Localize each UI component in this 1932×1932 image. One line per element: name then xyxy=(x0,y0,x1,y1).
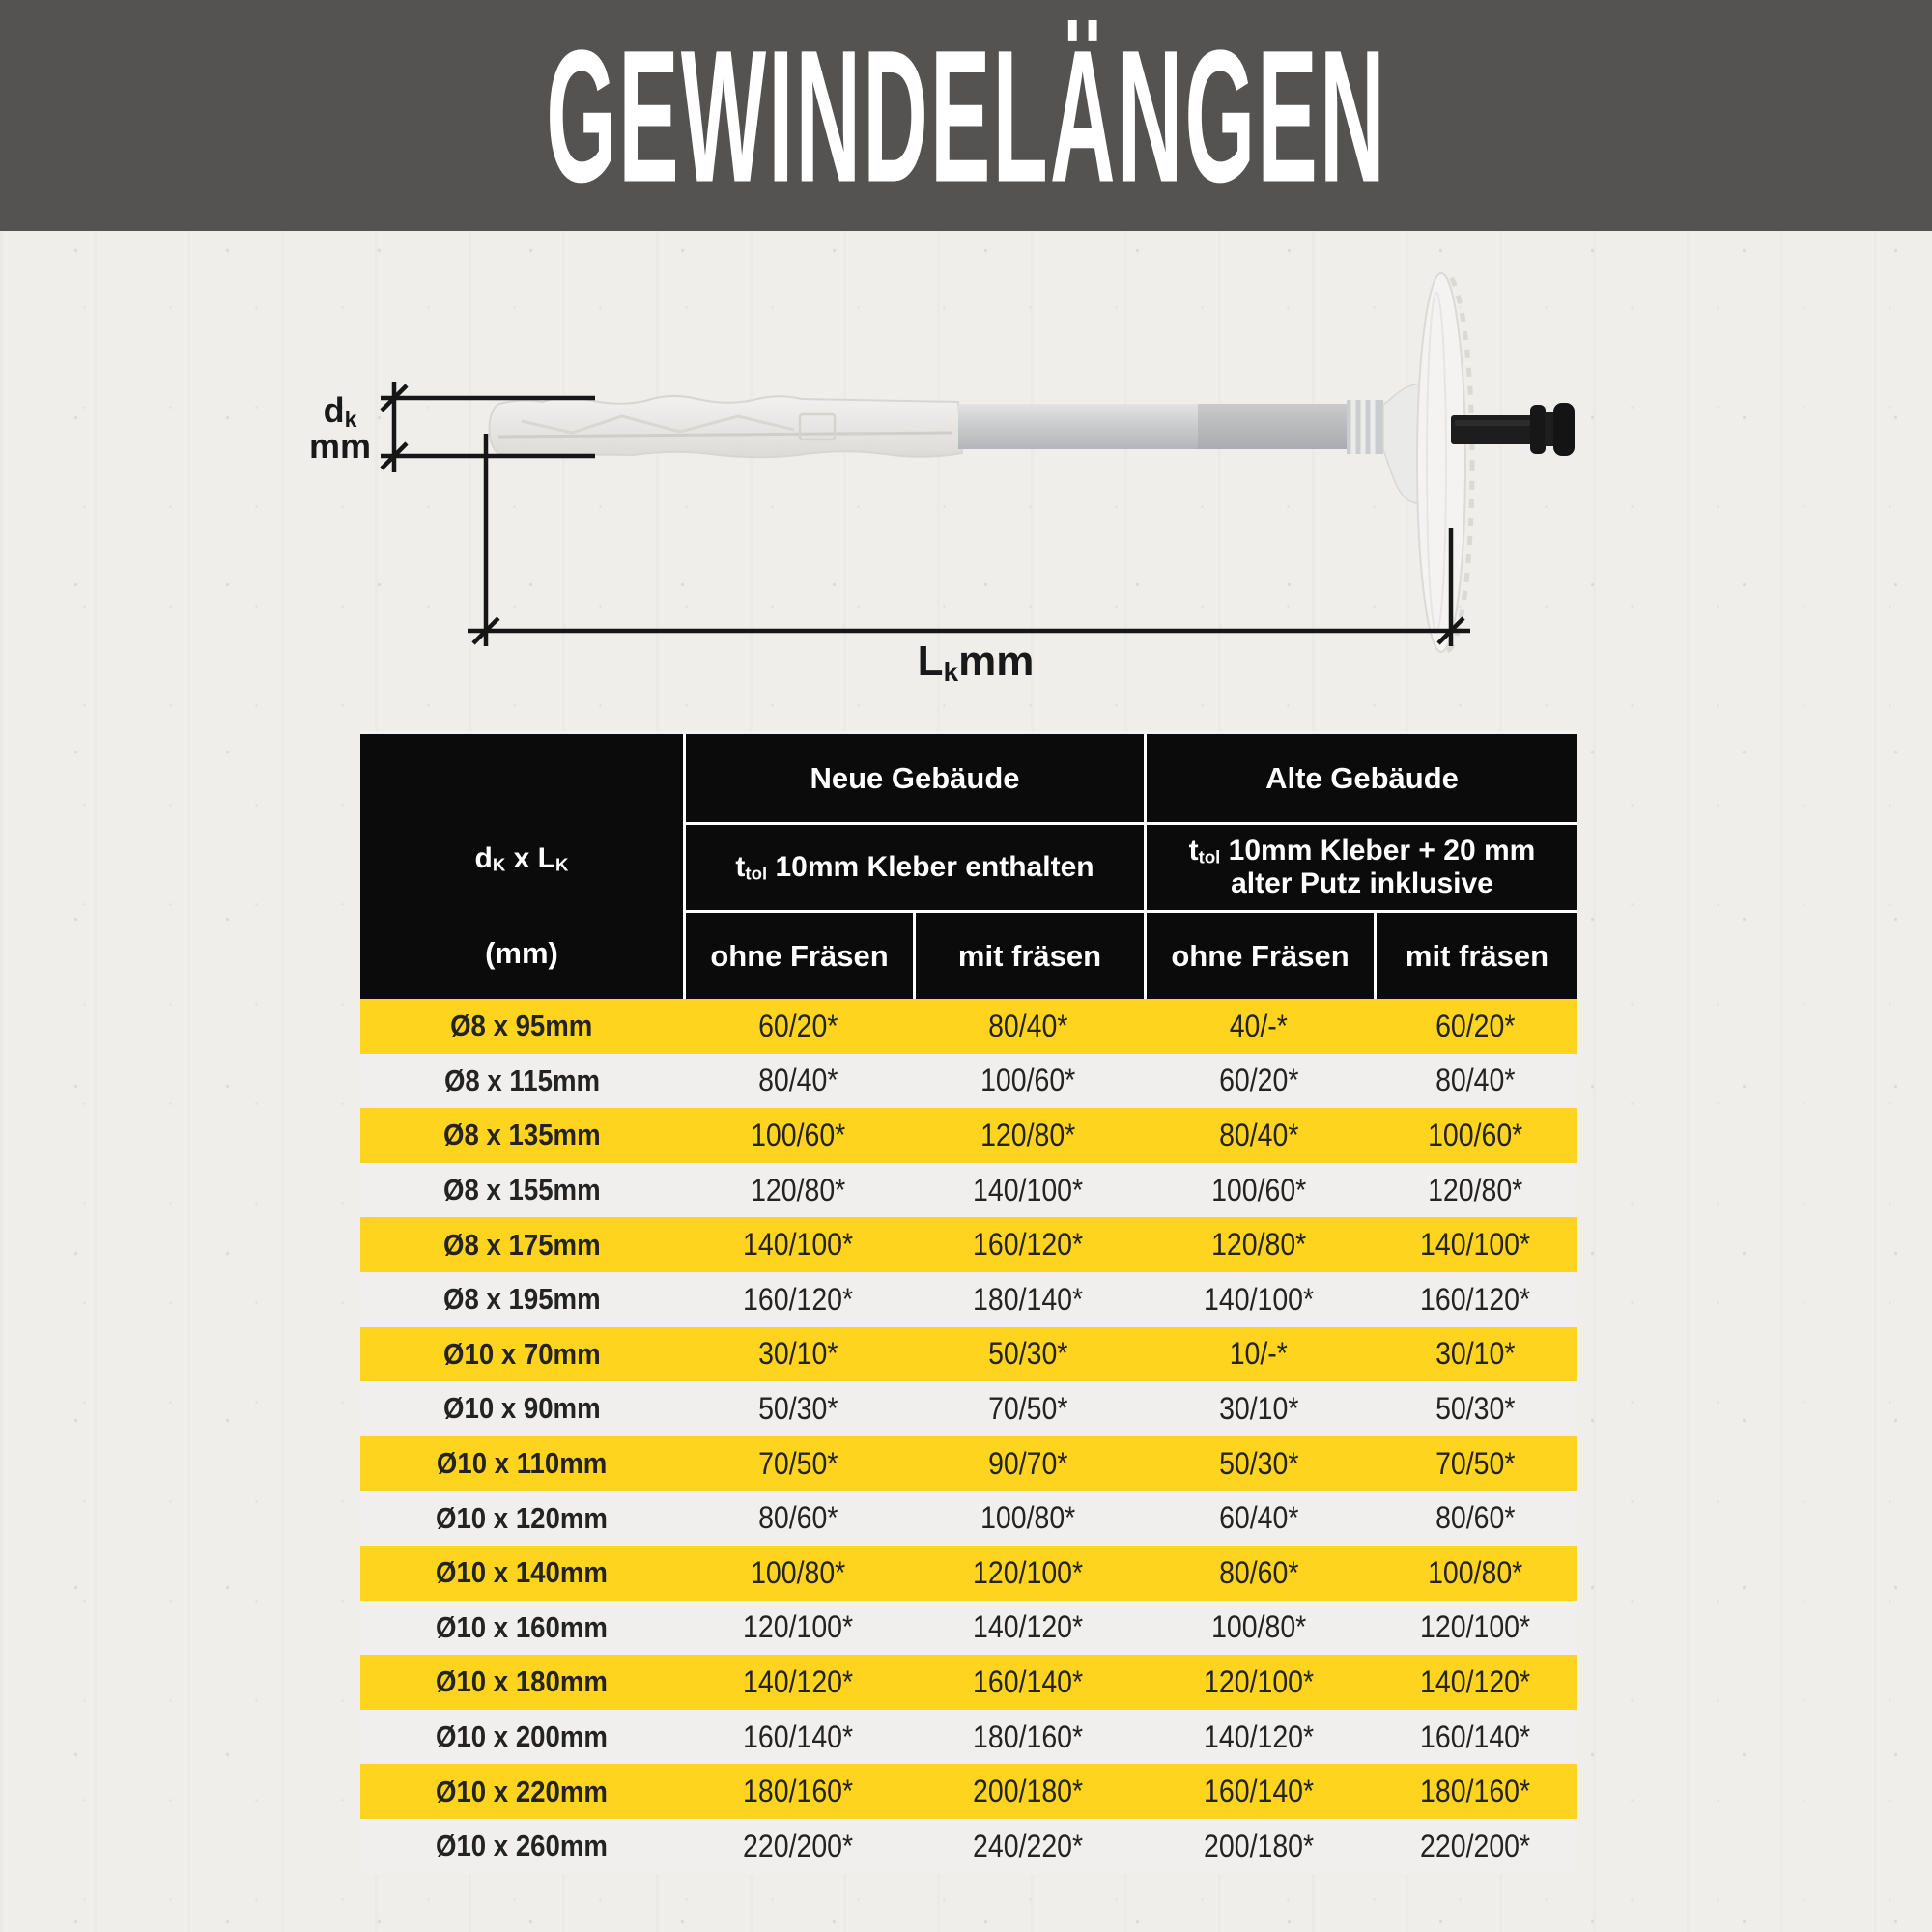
table-header xyxy=(360,731,1577,999)
row-value-mit-fraesen-new: 180/140* xyxy=(973,1281,1084,1317)
header-subcol-mit-fraesen-old: mit fräsen xyxy=(1374,910,1577,999)
row-value-ohne-fraesen-new: 120/80* xyxy=(750,1172,846,1208)
row-value-ohne-fraesen-old: 50/30* xyxy=(1218,1445,1299,1481)
header-condition-old: $t_{tol}$ 10mm Kleber + 20 mm alter Putz inklusive xyxy=(1144,822,1577,910)
row-size-cell: Ø10 x 120mm xyxy=(436,1500,608,1535)
table-row xyxy=(360,1655,1577,1710)
table-row xyxy=(360,1163,1577,1218)
dowel-pin-cap xyxy=(1553,403,1575,456)
header-subcol-ohne-fraesen-old: ohne Fräsen xyxy=(1144,910,1374,999)
row-value-mit-fraesen-new: 240/220* xyxy=(973,1828,1084,1863)
row-value-mit-fraesen-old: 160/120* xyxy=(1420,1281,1531,1317)
row-size-cell: Ø8 x 175mm xyxy=(442,1227,601,1262)
row-value-mit-fraesen-new: 180/160* xyxy=(973,1719,1084,1754)
row-size-cell: Ø10 x 160mm xyxy=(436,1609,608,1644)
row-value-mit-fraesen-old: 100/60* xyxy=(1428,1117,1523,1152)
header-subcol-mit-fraesen-new: mit fräsen xyxy=(913,910,1144,999)
row-value-mit-fraesen-new: 80/40* xyxy=(988,1008,1068,1043)
row-value-mit-fraesen-new: 100/80* xyxy=(980,1500,1076,1536)
row-value-mit-fraesen-new: 70/50* xyxy=(988,1390,1068,1426)
row-value-ohne-fraesen-old: 120/80* xyxy=(1210,1227,1307,1263)
page-title: GEWINDELÄNGEN xyxy=(545,10,1387,221)
row-size-cell: Ø8 x 195mm xyxy=(442,1282,601,1317)
row-value-ohne-fraesen-new: 180/160* xyxy=(742,1774,854,1809)
row-size-cell: Ø8 x 155mm xyxy=(442,1173,601,1208)
row-value-ohne-fraesen-old: 100/80* xyxy=(1210,1609,1307,1645)
row-value-ohne-fraesen-old: 60/40* xyxy=(1218,1500,1299,1536)
row-value-mit-fraesen-new: 120/80* xyxy=(980,1117,1076,1152)
row-size-cell: Ø10 x 140mm xyxy=(436,1555,608,1590)
row-value-mit-fraesen-old: 120/100* xyxy=(1420,1609,1531,1645)
row-value-ohne-fraesen-old: 100/60* xyxy=(1210,1172,1307,1208)
table-row xyxy=(360,1764,1577,1819)
header-size-cell xyxy=(360,734,683,999)
row-value-ohne-fraesen-new: 80/40* xyxy=(757,1063,838,1098)
row-value-mit-fraesen-old: 140/120* xyxy=(1420,1663,1531,1699)
header-subcol-ohne-fraesen-new: ohne Fräsen xyxy=(683,910,913,999)
row-value-ohne-fraesen-new: 60/20* xyxy=(757,1008,838,1043)
row-value-mit-fraesen-old: 80/60* xyxy=(1435,1500,1516,1536)
row-value-mit-fraesen-new: 200/180* xyxy=(973,1774,1084,1809)
header-size-unit: (mm) xyxy=(485,935,558,970)
row-value-ohne-fraesen-new: 80/60* xyxy=(757,1500,838,1536)
row-value-mit-fraesen-old: 70/50* xyxy=(1435,1445,1516,1481)
header-condition-new: $t_{tol}$ 10mm Kleber enthalten xyxy=(683,822,1144,910)
row-value-ohne-fraesen-old: 80/60* xyxy=(1218,1554,1299,1590)
table-row xyxy=(360,1327,1577,1382)
row-size-cell: Ø10 x 200mm xyxy=(436,1719,608,1754)
row-value-mit-fraesen-new: 160/140* xyxy=(973,1663,1084,1699)
dowel-tip xyxy=(490,396,963,457)
table-row xyxy=(360,1491,1577,1546)
row-value-ohne-fraesen-new: 140/120* xyxy=(742,1663,854,1699)
dk-unit: mm xyxy=(308,425,372,466)
table-row xyxy=(360,1054,1577,1109)
row-value-mit-fraesen-new: 140/120* xyxy=(973,1609,1084,1645)
row-value-mit-fraesen-old: 120/80* xyxy=(1428,1172,1523,1208)
row-value-mit-fraesen-old: 160/140* xyxy=(1420,1719,1531,1754)
table-row xyxy=(360,1381,1577,1436)
dowel-pin-highlight xyxy=(1455,420,1530,426)
row-value-ohne-fraesen-new: 160/140* xyxy=(742,1719,854,1754)
dowel-diagram xyxy=(0,231,1932,734)
row-value-ohne-fraesen-new: 160/120* xyxy=(742,1281,854,1317)
dk-dimension-label xyxy=(283,390,397,466)
dowel-pin-ring xyxy=(1530,405,1546,454)
row-size-cell: Ø10 x 110mm xyxy=(436,1446,608,1481)
row-size-cell: Ø8 x 115mm xyxy=(443,1063,600,1097)
row-value-mit-fraesen-new: 50/30* xyxy=(988,1336,1068,1372)
table-row xyxy=(360,1108,1577,1163)
row-value-mit-fraesen-old: 180/160* xyxy=(1420,1774,1531,1809)
lk-dimension-label: $L_kmm$ xyxy=(917,638,1035,688)
header-size-symbols: $d_K$ x $L_K$ xyxy=(474,842,569,875)
title-banner xyxy=(0,0,1932,231)
row-size-cell: Ø10 x 180mm xyxy=(436,1664,608,1699)
table-row xyxy=(360,1601,1577,1656)
row-value-ohne-fraesen-old: 120/100* xyxy=(1203,1663,1315,1699)
dowel-pin-rod xyxy=(1451,415,1536,444)
row-value-mit-fraesen-old: 80/40* xyxy=(1435,1063,1516,1098)
row-value-ohne-fraesen-new: 100/60* xyxy=(750,1117,846,1152)
row-size-cell: Ø10 x 260mm xyxy=(436,1829,608,1863)
row-value-ohne-fraesen-new: 220/200* xyxy=(742,1828,854,1863)
row-value-ohne-fraesen-old: 140/120* xyxy=(1203,1719,1315,1754)
row-size-cell: Ø10 x 70mm xyxy=(442,1336,601,1371)
row-value-mit-fraesen-old: 100/80* xyxy=(1428,1554,1523,1590)
header-group-old-buildings: Alte Gebäude xyxy=(1144,734,1577,822)
row-value-ohne-fraesen-old: 60/20* xyxy=(1218,1063,1299,1098)
row-value-ohne-fraesen-old: 160/140* xyxy=(1203,1774,1315,1809)
row-value-mit-fraesen-old: 60/20* xyxy=(1435,1008,1516,1043)
row-value-ohne-fraesen-new: 100/80* xyxy=(750,1554,846,1590)
row-value-mit-fraesen-old: 30/10* xyxy=(1435,1336,1516,1372)
lk-dimension-lines xyxy=(468,434,1470,646)
spec-table xyxy=(360,731,1577,1874)
row-value-ohne-fraesen-old: 30/10* xyxy=(1218,1390,1299,1426)
row-value-mit-fraesen-old: 50/30* xyxy=(1435,1390,1516,1426)
table-row xyxy=(360,1546,1577,1601)
row-value-mit-fraesen-new: 140/100* xyxy=(973,1172,1084,1208)
row-size-cell: Ø10 x 220mm xyxy=(436,1774,608,1808)
header-group-new-buildings: Neue Gebäude xyxy=(683,734,1144,822)
row-value-mit-fraesen-new: 90/70* xyxy=(988,1445,1068,1481)
row-value-ohne-fraesen-new: 30/10* xyxy=(757,1336,838,1372)
dk-symbol: $d_k$ xyxy=(323,390,357,433)
row-value-ohne-fraesen-old: 200/180* xyxy=(1203,1828,1315,1863)
row-value-ohne-fraesen-new: 70/50* xyxy=(757,1445,838,1481)
table-row xyxy=(360,1436,1577,1492)
row-value-ohne-fraesen-old: 40/-* xyxy=(1229,1008,1289,1043)
row-size-cell: Ø8 x 135mm xyxy=(442,1118,601,1152)
row-value-ohne-fraesen-new: 140/100* xyxy=(742,1227,854,1263)
row-value-mit-fraesen-old: 140/100* xyxy=(1420,1227,1531,1263)
table-row xyxy=(360,999,1577,1054)
table-row xyxy=(360,1710,1577,1765)
row-value-ohne-fraesen-old: 10/-* xyxy=(1229,1336,1289,1372)
dowel-disc xyxy=(1417,273,1465,652)
table-row xyxy=(360,1217,1577,1272)
table-row xyxy=(360,1272,1577,1327)
table-row xyxy=(360,1819,1577,1874)
row-value-ohne-fraesen-old: 140/100* xyxy=(1203,1281,1315,1317)
table-body xyxy=(360,999,1577,1874)
row-value-mit-fraesen-old: 220/200* xyxy=(1420,1828,1531,1863)
row-value-ohne-fraesen-new: 50/30* xyxy=(757,1390,838,1426)
row-size-cell: Ø10 x 90mm xyxy=(442,1391,601,1426)
row-value-ohne-fraesen-old: 80/40* xyxy=(1218,1117,1299,1152)
row-value-mit-fraesen-new: 100/60* xyxy=(980,1063,1076,1098)
row-value-mit-fraesen-new: 120/100* xyxy=(973,1554,1084,1590)
row-size-cell: Ø8 x 95mm xyxy=(450,1009,593,1043)
row-value-ohne-fraesen-new: 120/100* xyxy=(742,1609,854,1645)
row-value-mit-fraesen-new: 160/120* xyxy=(973,1227,1084,1263)
